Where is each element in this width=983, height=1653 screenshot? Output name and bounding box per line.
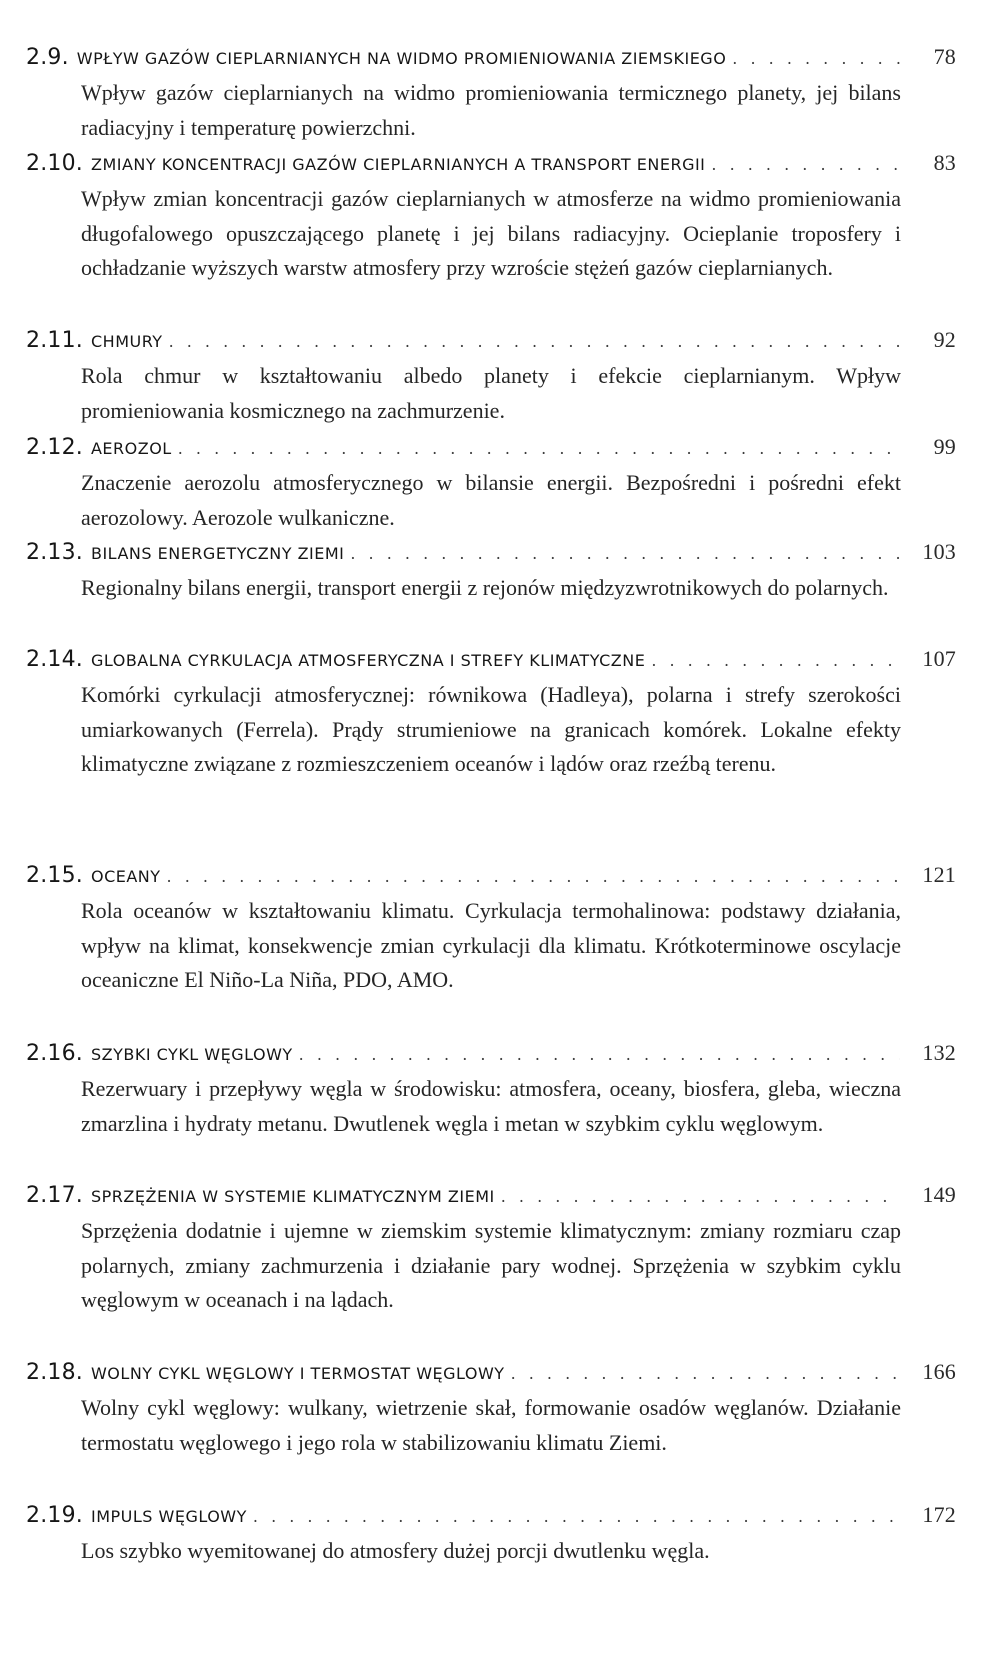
dot-leader (167, 860, 900, 894)
entry-heading (26, 535, 956, 569)
dot-leader (501, 1180, 900, 1214)
section-title: WPŁYW GAZÓW CIEPLARNIANYCH NA WIDMO PROMIENIOWANIA ZIEMSKIEGO (76, 49, 727, 68)
page-number: 78 (933, 44, 956, 69)
section-title: BILANS ENERGETYCZNY ZIEMI (90, 544, 345, 563)
page-number: 121 (922, 862, 956, 887)
dot-leader (350, 537, 900, 571)
page-number: 107 (922, 646, 956, 671)
section-description: Rezerwuary i przepływy węgla w środowisku: atmosfera, oceany, biosfera, gleba, wieczna zmarzlina i hydraty metanu. Dwutlenek węgla i metan w szybkim cyklu węglowym. (81, 1076, 901, 1136)
section-description: Rola chmur w kształtowaniu albedo planety i efekcie cieplarnianym. Wpływ promieniowania kosmicznego na zachmurzenie. (81, 363, 901, 423)
section-description: Los szybko wyemitowanej do atmosfery dużej porcji dwutlenku węgla. (81, 1538, 710, 1563)
section-description: Sprzężenia dodatnie i ujemne w ziemskim systemie klimatycznym: zmiany rozmiaru czap polarnych, zmiany zachmurzenia i działanie pary wodnej. Sprzężenia w szybkim cyklu węglowym w oceanach i na lądach. (81, 1218, 901, 1312)
section-title: ZMIANY KONCENTRACJI GAZÓW CIEPLARNIANYCH A TRANSPORT ENERGII (90, 155, 706, 174)
entry-heading (26, 858, 956, 892)
section-number: 2.11. (26, 328, 83, 353)
entry-heading (26, 430, 956, 464)
entry-heading (26, 642, 956, 676)
entry-heading (26, 1178, 956, 1212)
dot-leader (732, 42, 900, 76)
section-description: Komórki cyrkulacji atmosferycznej: równikowa (Hadleya), polarna i strefy szerokości umiarkowanych (Ferrela). Prądy strumieniowe na granicach komórek. Lokalne efekty klimatyczne związane z rozmieszczeniem oceanów i lądów oraz rzeźbą terenu. (81, 682, 901, 776)
section-number: 2.10. (26, 151, 83, 176)
dot-leader (711, 148, 900, 182)
section-description: Wpływ zmian koncentracji gazów cieplarnianych w atmosferze na widmo promieniowania długofalowego opuszczającego planetę i jej bilans radiacyjny. Ocieplanie troposfery i ochładzanie wyższych warstw atmosfery przy wzroście stężeń gazów cieplarnianych. (81, 186, 901, 280)
page-number: 99 (933, 434, 956, 459)
entry-heading (26, 1355, 956, 1389)
page-number: 172 (922, 1502, 956, 1527)
section-number: 2.16. (26, 1041, 83, 1066)
section-title: WOLNY CYKL WĘGLOWY I TERMOSTAT WĘGLOWY (90, 1364, 505, 1383)
section-number: 2.13. (26, 540, 83, 565)
dot-leader (299, 1038, 900, 1072)
page-number: 92 (933, 327, 956, 352)
section-number: 2.9. (26, 45, 69, 70)
entry-heading (26, 1036, 956, 1070)
page-number: 166 (922, 1359, 956, 1384)
dot-leader (511, 1357, 900, 1391)
section-title: CHMURY (90, 332, 163, 351)
dot-leader (178, 432, 900, 466)
section-number: 2.18. (26, 1360, 83, 1385)
section-title: GLOBALNA CYRKULACJA ATMOSFERYCZNA I STREFY KLIMATYCZNE (90, 651, 646, 670)
section-description: Regionalny bilans energii, transport energii z rejonów międzyzwrotnikowych do polarnych. (81, 575, 889, 600)
dot-leader (651, 644, 900, 678)
section-title: SPRZĘŻENIA W SYSTEMIE KLIMATYCZNYM ZIEMI (90, 1187, 495, 1206)
section-number: 2.12. (26, 435, 83, 460)
dot-leader (253, 1500, 900, 1534)
section-title: AEROZOL (90, 439, 172, 458)
page-number: 103 (922, 539, 956, 564)
page-number: 83 (933, 150, 956, 175)
section-number: 2.19. (26, 1503, 83, 1528)
section-description: Wolny cykl węglowy: wulkany, wietrzenie skał, formowanie osadów węglanów. Działanie termostatu węglowego i jego rola w stabilizowaniu klimatu Ziemi. (81, 1395, 901, 1455)
section-number: 2.17. (26, 1183, 83, 1208)
section-title: OCEANY (90, 867, 161, 886)
dot-leader (169, 325, 900, 359)
page-number: 149 (922, 1182, 956, 1207)
section-title: IMPULS WĘGLOWY (90, 1507, 247, 1526)
section-number: 2.14. (26, 647, 83, 672)
entry-heading (26, 1498, 956, 1532)
entry-heading (26, 146, 956, 180)
section-title: SZYBKI CYKL WĘGLOWY (90, 1045, 293, 1064)
section-number: 2.15. (26, 863, 83, 888)
section-description: Wpływ gazów cieplarnianych na widmo promieniowania termicznego planety, jej bilans radiacyjny i temperaturę powierzchni. (81, 80, 901, 140)
section-description: Rola oceanów w kształtowaniu klimatu. Cyrkulacja termohalinowa: podstawy działania, wpływ na klimat, konsekwencje zmian cyrkulacji dla klimatu. Krótkoterminowe oscylacje oceaniczne El Niño-La Niña, PDO, AMO. (81, 898, 901, 992)
section-description: Znaczenie aerozolu atmosferycznego w bilansie energii. Bezpośredni i pośredni efekt aerozolowy. Aerozole wulkaniczne. (81, 470, 901, 530)
page-number: 132 (922, 1040, 956, 1065)
entry-heading (26, 323, 956, 357)
entry-heading (26, 40, 956, 74)
